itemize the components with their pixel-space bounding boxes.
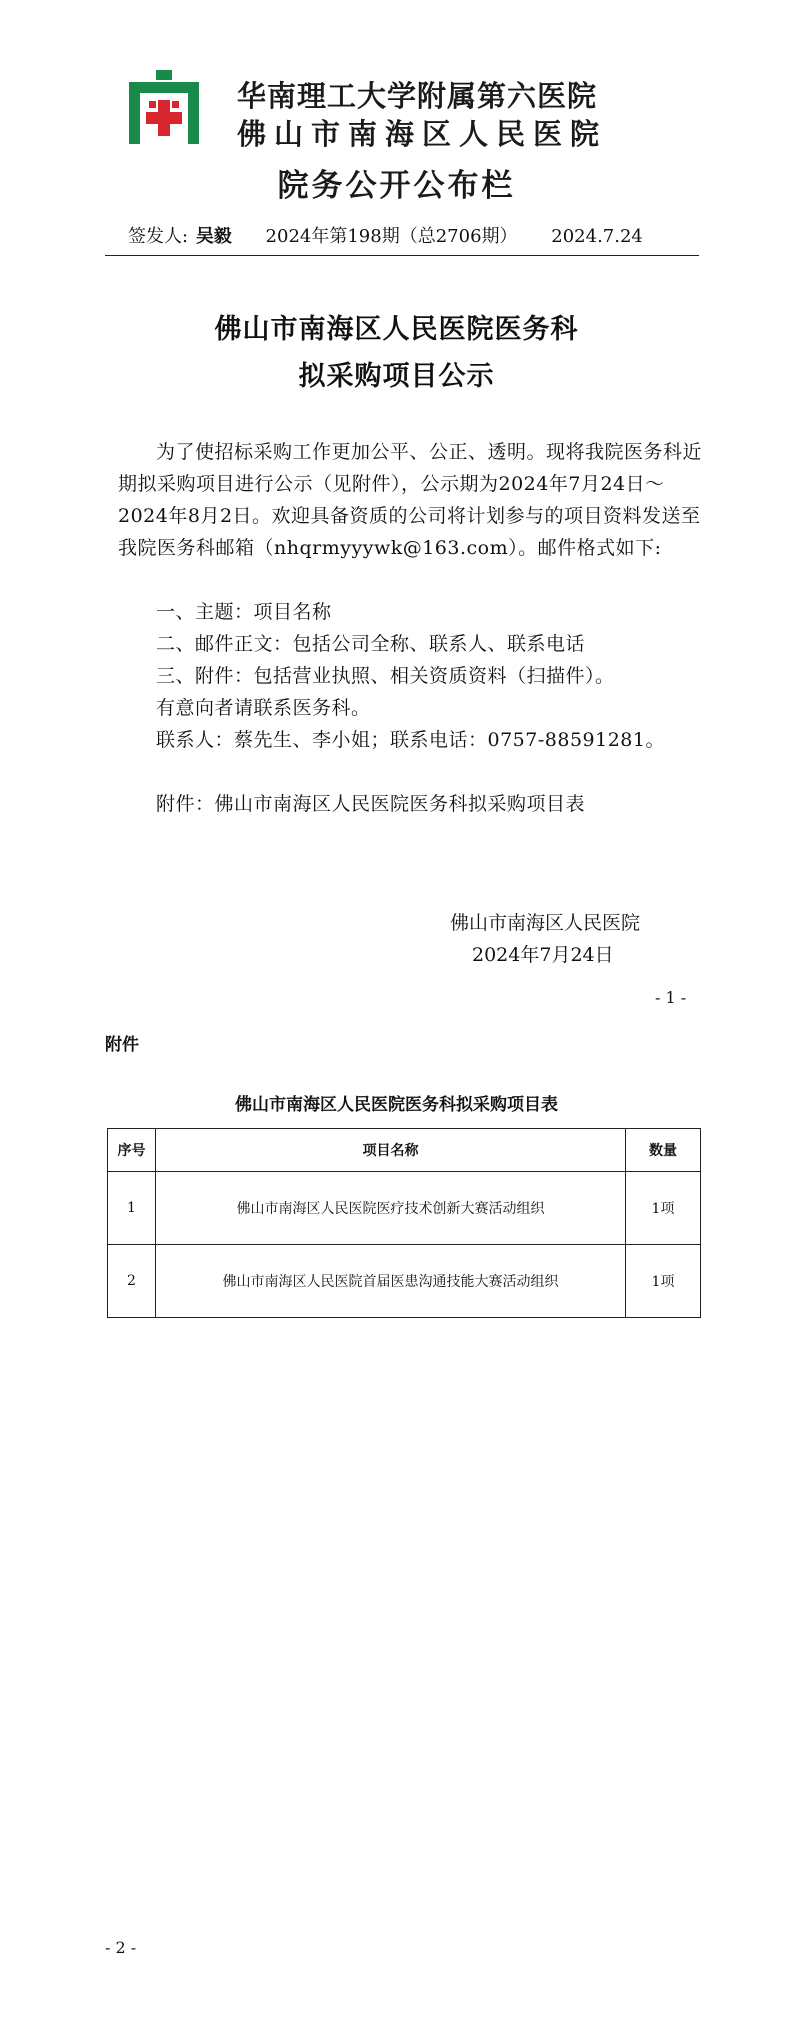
signer-name: 吴毅 [195,226,232,247]
table-row [108,1245,701,1318]
format-item-attachment: 三、附件：包括营业执照、相关资质资料（扫描件）。 [156,665,615,687]
issue-meta-row [128,222,643,248]
document-title-line2: 拟采购项目公示 [298,361,495,392]
row-number: 2 [108,1245,156,1318]
column-header-quantity: 数量 [626,1129,701,1172]
hospital-name-line1: 华南理工大学附属第六医院 [237,79,598,113]
row-project-name: 佛山市南海区人民医院医疗技术创新大赛活动组织 [156,1172,626,1245]
appendix-table-title: 佛山市南海区人民医院医务科拟采购项目表 [235,1095,558,1115]
table-header-row [108,1129,701,1172]
row-quantity: 1项 [626,1172,701,1245]
table-row [108,1172,701,1245]
format-item-subject: 一、主题：项目名称 [156,601,332,623]
column-header-number: 序号 [108,1129,156,1172]
document-title-line1: 佛山市南海区人民医院医务科 [214,314,579,345]
attachment-note: 附件：佛山市南海区人民医院医务科拟采购项目表 [156,793,586,815]
row-quantity: 1项 [626,1245,701,1318]
bulletin-title: 院务公开公布栏 [277,168,516,204]
column-header-project: 项目名称 [156,1129,626,1172]
signature-org: 佛山市南海区人民医院 [450,912,641,934]
appendix-label: 附件 [105,1035,139,1055]
issue-number: 2024年第198期（总2706期） [265,226,518,247]
row-project-name: 佛山市南海区人民医院首届医患沟通技能大赛活动组织 [156,1245,626,1318]
header-divider [105,255,699,256]
procurement-table [107,1128,701,1318]
page-number-1: - 1 - [655,988,687,1007]
hospital-name-line2: 佛山市南海区人民医院 [237,117,608,151]
contact-info: 联系人：蔡先生、李小姐；联系电话：0757-88591281。 [156,729,665,751]
interested-note: 有意向者请联系医务科。 [156,697,371,719]
issue-date: 2024.7.24 [551,226,643,247]
hospital-logo-icon [125,68,203,146]
signature-date: 2024年7月24日 [472,944,614,966]
body-paragraph: 为了使招标采购工作更加公平、公正、透明。现将我院医务科近期拟采购项目进行公示（见附件），公示期为2024年7月24日～2024年8月2日。欢迎具备资质的公司将计划参与的项目资料发送至我院医务科邮箱（nhqrmyyywk@163.com）。邮件格式如下: [118,441,703,559]
format-item-body: 二、邮件正文：包括公司全称、联系人、联系电话 [156,633,586,655]
signer-label: 签发人: [128,226,189,247]
row-number: 1 [108,1172,156,1245]
page-number-2: - 2 - [105,1938,137,1957]
